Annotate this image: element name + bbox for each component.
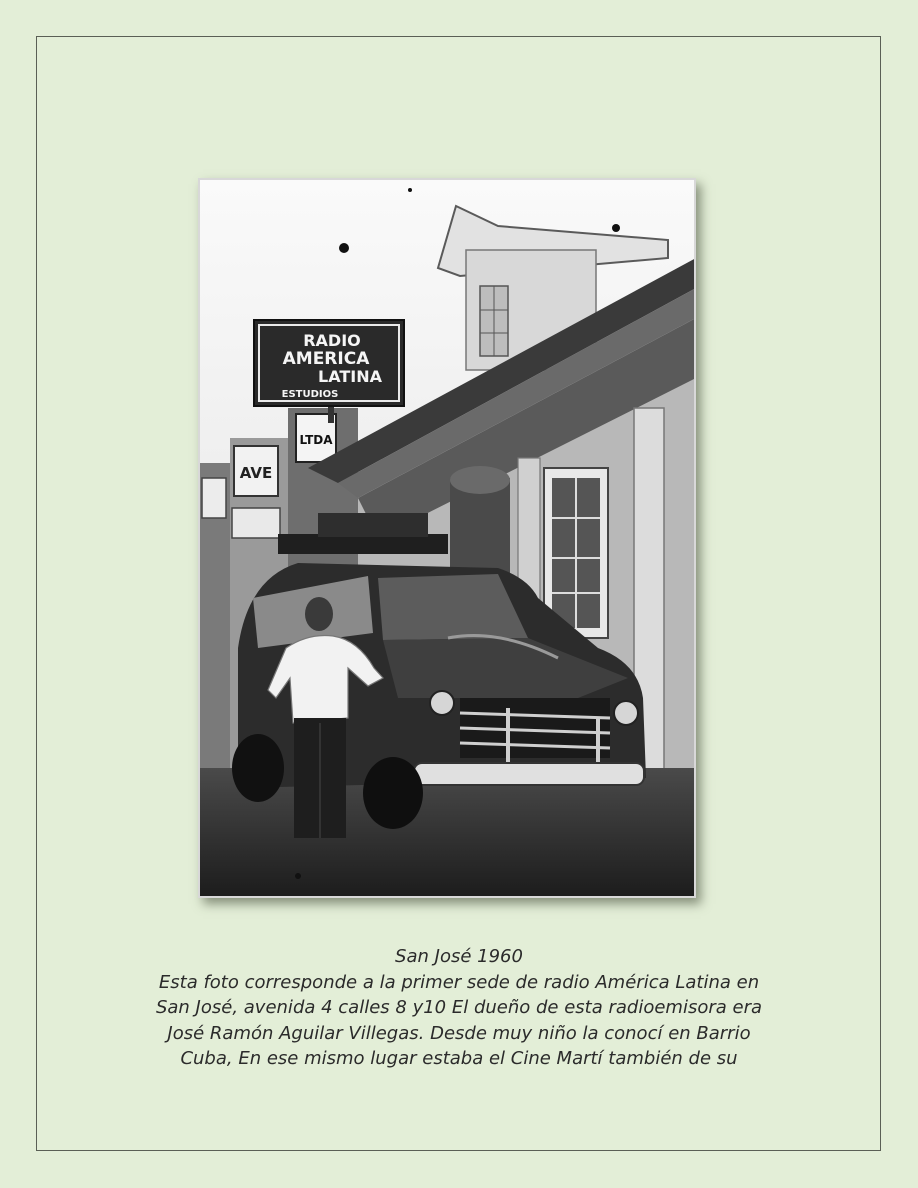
radio-sign-line-3: LATINA bbox=[318, 367, 382, 386]
caption-line-1: San José 1960 bbox=[395, 946, 523, 967]
car-wheel-rear bbox=[232, 734, 284, 802]
lower-left-sign bbox=[232, 508, 280, 538]
caption-line-4: José Ramón Aguilar Villegas. Desde muy niño la conocí en Barrio bbox=[167, 1022, 751, 1044]
small-left-sign bbox=[202, 478, 226, 518]
caption-line-5: Cuba, En ese mismo lugar estaba el Cine Martí también de su bbox=[180, 1048, 738, 1069]
radio-sign-line-4: ESTUDIOS bbox=[281, 389, 339, 400]
radio-sign-line-1: RADIO bbox=[303, 331, 361, 350]
car-bumper bbox=[414, 763, 644, 785]
photo-illustration bbox=[198, 178, 696, 898]
caption-line-2: Esta foto corresponde a la primer sede de radio América Latina en bbox=[158, 971, 760, 993]
radio-sign-line-2: AMERICA bbox=[282, 349, 370, 369]
headlight-right bbox=[614, 701, 638, 725]
caption-line-3: San José, avenida 4 calles 8 y10 El dueño de esta radioemisora era bbox=[155, 997, 763, 1018]
ave-sign-text: AVE bbox=[239, 464, 273, 482]
car-wheel-front bbox=[363, 757, 423, 829]
roof-cargo bbox=[318, 513, 428, 537]
photo-caption bbox=[60, 944, 858, 1072]
historic-photo bbox=[198, 178, 696, 898]
headlight-left bbox=[430, 691, 454, 715]
ltda-sign-text: LTDA bbox=[299, 433, 333, 447]
